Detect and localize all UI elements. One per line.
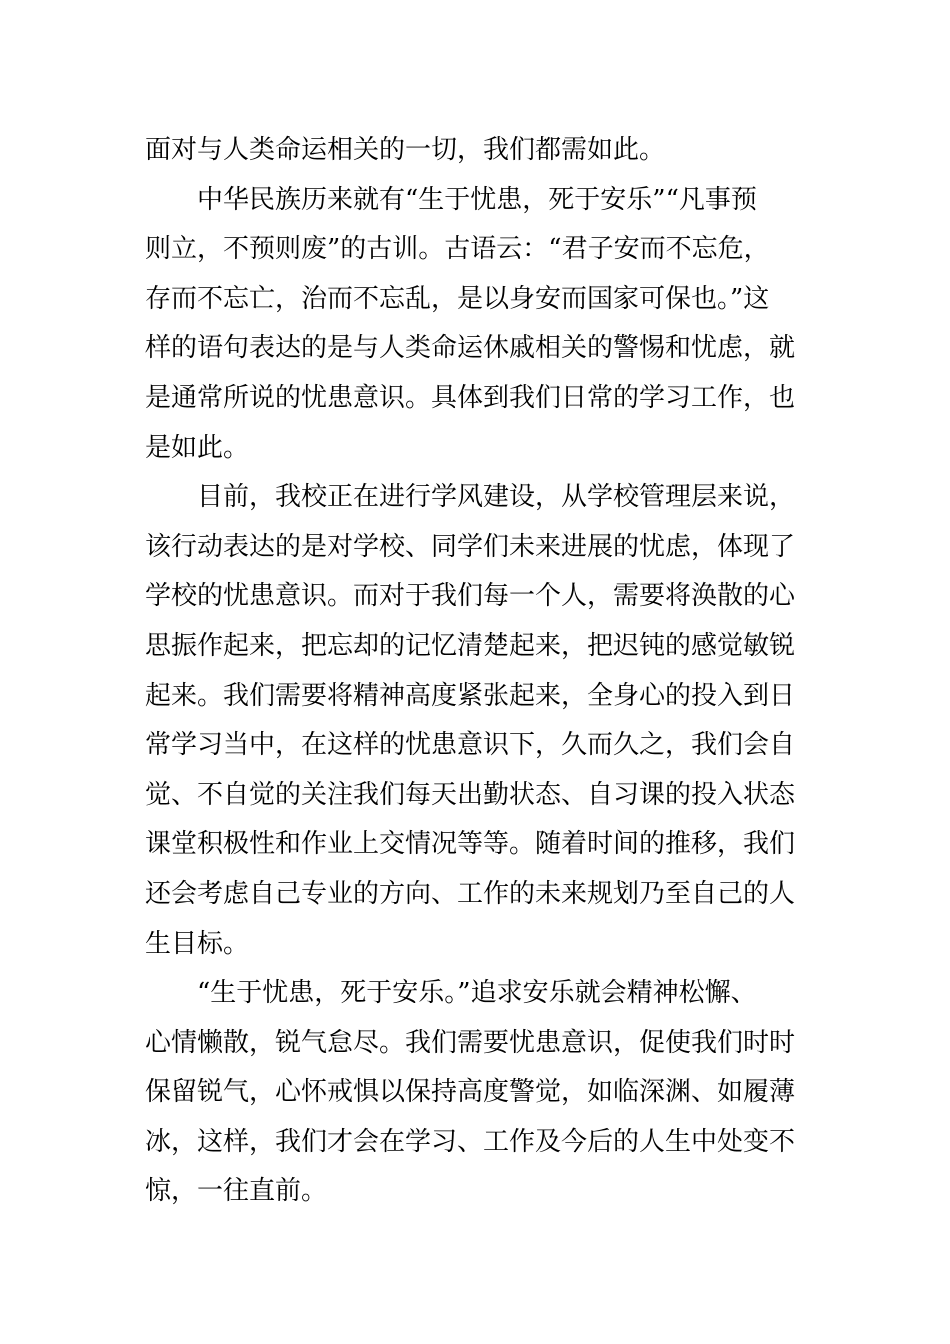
text-line: 面对与人类命运相关的一切，我们都需如此。 bbox=[145, 135, 666, 165]
text-line: 则立，不预则废”的古训。古语云：“君子安而不忘危， bbox=[145, 234, 770, 265]
text-line: 中华民族历来就有“生于忧患，死于安乐”“凡事预 bbox=[145, 184, 757, 215]
text-line: 目前，我校正在进行学风建设，从学校管理层来说， bbox=[145, 482, 796, 513]
text-line: 思振作起来，把忘却的记忆清楚起来，把迟钝的感觉敏锐 bbox=[145, 630, 796, 661]
text-line: 样的语句表达的是与人类命运休戚相关的警惕和忧虑，就 bbox=[145, 333, 796, 364]
text-line: 保留锐气，心怀戒惧以保持高度警觉，如临深渊、如履薄 bbox=[145, 1077, 796, 1108]
text-line: 是如此。 bbox=[145, 432, 250, 463]
text-line: 觉、不自觉的关注我们每天出勤状态、自习课的投入状态 bbox=[145, 779, 796, 810]
text-line: 存而不忘亡，治而不忘乱，是以身安而国家可保也。”这 bbox=[145, 283, 770, 314]
text-line: “生于忧患，死于安乐。”追求安乐就会精神松懈、 bbox=[145, 978, 757, 1009]
text-line: 还会考虑自己专业的方向、工作的未来规划乃至自己的人 bbox=[145, 878, 796, 909]
text-line: 是通常所说的忧患意识。具体到我们日常的学习工作，也 bbox=[145, 382, 796, 413]
text-line: 起来。我们需要将精神高度紧张起来，全身心的投入到日 bbox=[145, 680, 796, 711]
text-line: 惊，一往直前。 bbox=[145, 1176, 328, 1207]
text-line: 该行动表达的是对学校、同学们未来进展的忧虑，体现了 bbox=[145, 531, 796, 562]
text-line: 冰，这样，我们才会在学习、工作及今后的人生中处变不 bbox=[145, 1126, 796, 1157]
text-line: 课堂积极性和作业上交情况等等。随着时间的推移，我们 bbox=[145, 829, 796, 860]
text-line: 学校的忧患意识。而对于我们每一个人，需要将涣散的心 bbox=[145, 581, 796, 612]
text-line: 常学习当中，在这样的忧患意识下，久而久之，我们会自 bbox=[145, 730, 796, 761]
text-line: 生目标。 bbox=[145, 928, 250, 959]
text-line: 心情懒散，锐气怠尽。我们需要忧患意识，促使我们时时 bbox=[145, 1027, 796, 1058]
document-body bbox=[145, 126, 810, 1217]
